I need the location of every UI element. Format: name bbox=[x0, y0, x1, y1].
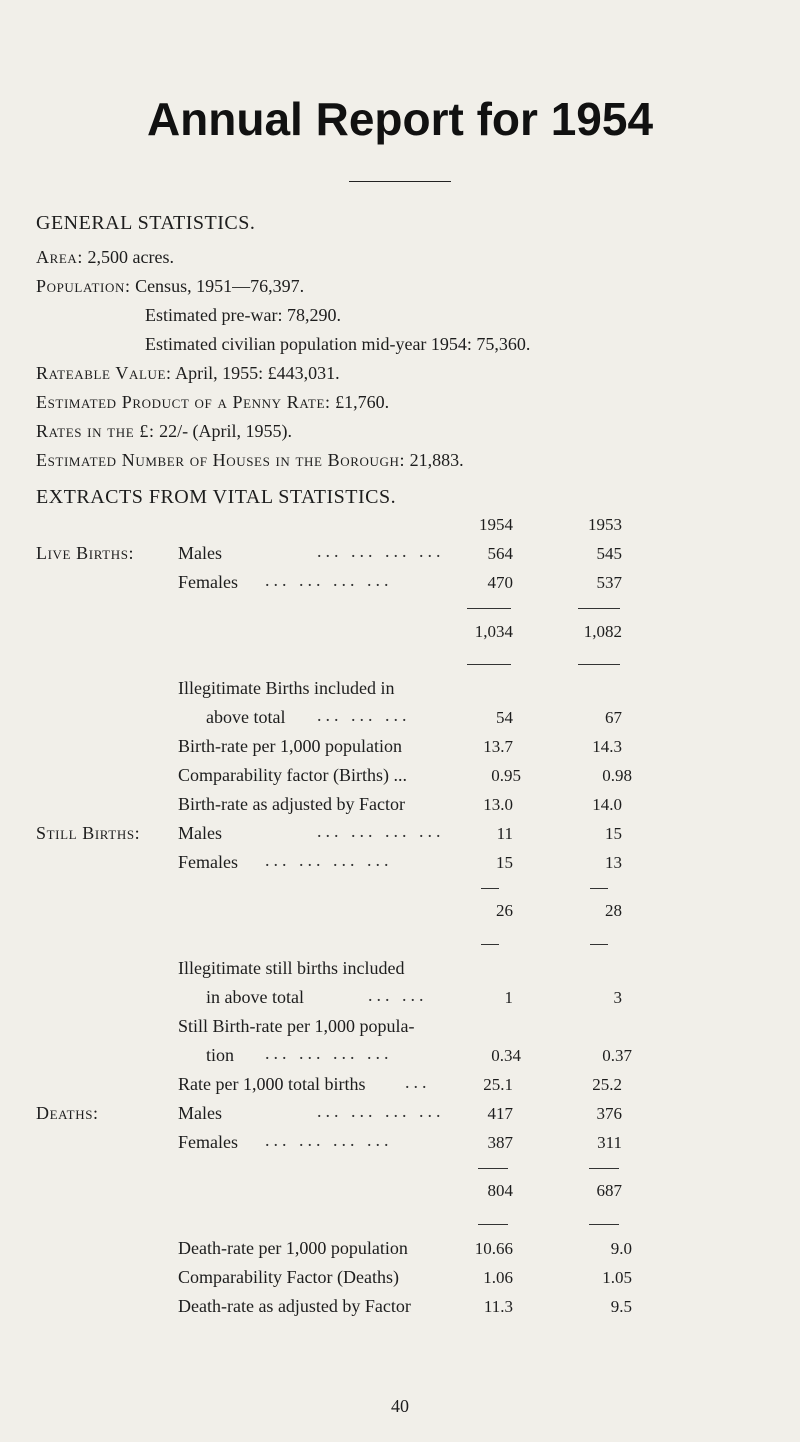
deaths-total-1954: 804 bbox=[487, 1181, 513, 1200]
still-births-males-1954: 11 bbox=[496, 824, 513, 843]
sum-rule bbox=[578, 664, 620, 665]
leader-dots: ... ... ... bbox=[317, 705, 411, 725]
deaths-males-1954: 417 bbox=[487, 1104, 513, 1123]
adjusted-death-rate-1953: 9.5 bbox=[610, 1297, 632, 1316]
sum-rule bbox=[590, 888, 608, 889]
rateable-line bbox=[36, 363, 340, 384]
area-value: 2,500 acres. bbox=[87, 247, 174, 267]
adjusted-birth-rate-label: Birth-rate as adjusted by Factor bbox=[178, 794, 405, 814]
deaths-comparability-label: Comparability Factor (Deaths) bbox=[178, 1267, 399, 1287]
adjusted-birth-rate-1954: 13.0 bbox=[483, 795, 513, 814]
live-births-females-label: Females bbox=[178, 572, 238, 592]
rate-total-births-1954: 25.1 bbox=[483, 1075, 513, 1094]
title-rule bbox=[349, 181, 451, 182]
houses-value: 21,883. bbox=[409, 450, 464, 470]
leader-dots: ... ... ... ... bbox=[265, 1130, 393, 1150]
houses-label: Estimated Number of Houses in the Borough: bbox=[36, 450, 406, 470]
general-statistics-heading: GENERAL STATISTICS. bbox=[36, 212, 256, 234]
live-births-females-1954: 470 bbox=[487, 573, 513, 592]
deaths-section-label: Deaths: bbox=[36, 1103, 99, 1123]
still-birth-rate-label-2: tion bbox=[206, 1045, 235, 1065]
still-birth-rate-1953: 0.37 bbox=[602, 1046, 632, 1065]
sum-rule bbox=[481, 888, 499, 889]
penny-rate-line bbox=[36, 392, 389, 413]
rates-line bbox=[36, 421, 292, 442]
penny-rate-value: £1,760. bbox=[335, 392, 390, 412]
sum-rule bbox=[481, 944, 499, 945]
live-births-total-1953: 1,082 bbox=[583, 622, 622, 641]
sum-rule bbox=[478, 1224, 508, 1225]
adjusted-birth-rate-1953: 14.0 bbox=[592, 795, 622, 814]
leader-dots: ... ... ... ... bbox=[317, 541, 445, 561]
illegitimate-still-births-label-1: Illegitimate still births included bbox=[178, 958, 405, 978]
deaths-comparability-1954: 1.06 bbox=[483, 1268, 513, 1287]
illegitimate-still-births-label-2: in above total bbox=[206, 987, 304, 1007]
births-comparability-1954: 0.95 bbox=[491, 766, 521, 785]
still-birth-rate-label-1: Still Birth-rate per 1,000 popula- bbox=[178, 1016, 415, 1036]
sum-rule bbox=[578, 608, 620, 609]
live-births-males-label: Males bbox=[178, 543, 222, 563]
population-line bbox=[36, 276, 304, 297]
death-rate-1953: 9.0 bbox=[610, 1239, 632, 1258]
midyear-line: Estimated civilian population mid-year 1954: 75,360. bbox=[145, 334, 531, 354]
penny-rate-label: Estimated Product of a Penny Rate: bbox=[36, 392, 331, 412]
deaths-females-1954: 387 bbox=[487, 1133, 513, 1152]
area-label: Area: bbox=[36, 247, 83, 267]
still-births-females-1953: 13 bbox=[605, 853, 622, 872]
sum-rule bbox=[467, 664, 511, 665]
death-rate-1954: 10.66 bbox=[474, 1239, 513, 1258]
adjusted-death-rate-1954: 11.3 bbox=[483, 1297, 513, 1316]
sum-rule bbox=[589, 1224, 619, 1225]
leader-dots: ... ... ... ... bbox=[317, 1101, 445, 1121]
live-births-total-1954: 1,034 bbox=[474, 622, 513, 641]
column-header-1954: 1954 bbox=[479, 515, 513, 534]
birth-rate-label: Birth-rate per 1,000 population bbox=[178, 736, 402, 756]
leader-dots: ... ... ... ... bbox=[317, 821, 445, 841]
rates-label: Rates in the £: bbox=[36, 421, 155, 441]
still-births-total-1953: 28 bbox=[605, 901, 622, 920]
leader-dots: ... ... ... ... bbox=[265, 570, 393, 590]
births-comparability-label: Comparability factor (Births) ... bbox=[178, 765, 407, 785]
deaths-males-1953: 376 bbox=[596, 1104, 622, 1123]
still-birth-rate-1954: 0.34 bbox=[491, 1046, 521, 1065]
adjusted-death-rate-label: Death-rate as adjusted by Factor bbox=[178, 1296, 411, 1316]
sum-rule bbox=[478, 1168, 508, 1169]
still-births-total-1954: 26 bbox=[496, 901, 513, 920]
live-births-females-1953: 537 bbox=[596, 573, 622, 592]
rate-total-births-1953: 25.2 bbox=[592, 1075, 622, 1094]
still-births-females-label: Females bbox=[178, 852, 238, 872]
deaths-males-label: Males bbox=[178, 1103, 222, 1123]
still-births-females-1954: 15 bbox=[496, 853, 513, 872]
live-births-section-label: Live Births: bbox=[36, 543, 135, 563]
illegitimate-births-label-2: above total bbox=[206, 707, 286, 727]
illegitimate-births-1953: 67 bbox=[605, 708, 622, 727]
illegitimate-still-births-1954: 1 bbox=[504, 988, 513, 1007]
death-rate-label: Death-rate per 1,000 population bbox=[178, 1238, 408, 1258]
birth-rate-1953: 14.3 bbox=[592, 737, 622, 756]
column-header-1953: 1953 bbox=[588, 515, 622, 534]
deaths-females-label: Females bbox=[178, 1132, 238, 1152]
rate-total-births-label: Rate per 1,000 total births bbox=[178, 1074, 366, 1094]
illegitimate-births-1954: 54 bbox=[496, 708, 513, 727]
illegitimate-still-births-1953: 3 bbox=[613, 988, 622, 1007]
deaths-females-1953: 311 bbox=[597, 1133, 622, 1152]
sum-rule bbox=[589, 1168, 619, 1169]
live-births-males-1954: 564 bbox=[487, 544, 513, 563]
birth-rate-1954: 13.7 bbox=[483, 737, 513, 756]
rateable-label: Rateable Value: bbox=[36, 363, 172, 383]
population-label: Population: bbox=[36, 276, 131, 296]
rates-value: 22/- (April, 1955). bbox=[159, 421, 293, 441]
deaths-total-1953: 687 bbox=[596, 1181, 622, 1200]
page-number: 40 bbox=[391, 1396, 409, 1416]
leader-dots: ... ... ... ... bbox=[265, 1043, 393, 1063]
deaths-comparability-1953: 1.05 bbox=[602, 1268, 632, 1287]
still-births-males-1953: 15 bbox=[605, 824, 622, 843]
page-title: Annual Report for 1954 bbox=[146, 93, 654, 145]
area-line bbox=[36, 247, 174, 268]
houses-line bbox=[36, 450, 464, 471]
leader-dots: ... ... bbox=[368, 985, 428, 1005]
leader-dots: ... bbox=[405, 1072, 431, 1092]
still-births-section-label: Still Births: bbox=[36, 823, 141, 843]
vital-statistics-heading: EXTRACTS FROM VITAL STATISTICS. bbox=[36, 486, 397, 508]
still-births-males-label: Males bbox=[178, 823, 222, 843]
illegitimate-births-label-1: Illegitimate Births included in bbox=[178, 678, 395, 698]
sum-rule bbox=[467, 608, 511, 609]
live-births-males-1953: 545 bbox=[596, 544, 622, 563]
census-value: Census, 1951—76,397. bbox=[135, 276, 305, 296]
prewar-line: Estimated pre-war: 78,290. bbox=[145, 305, 341, 325]
sum-rule bbox=[590, 944, 608, 945]
rateable-value: April, 1955: £443,031. bbox=[175, 363, 340, 383]
births-comparability-1953: 0.98 bbox=[602, 766, 632, 785]
leader-dots: ... ... ... ... bbox=[265, 850, 393, 870]
